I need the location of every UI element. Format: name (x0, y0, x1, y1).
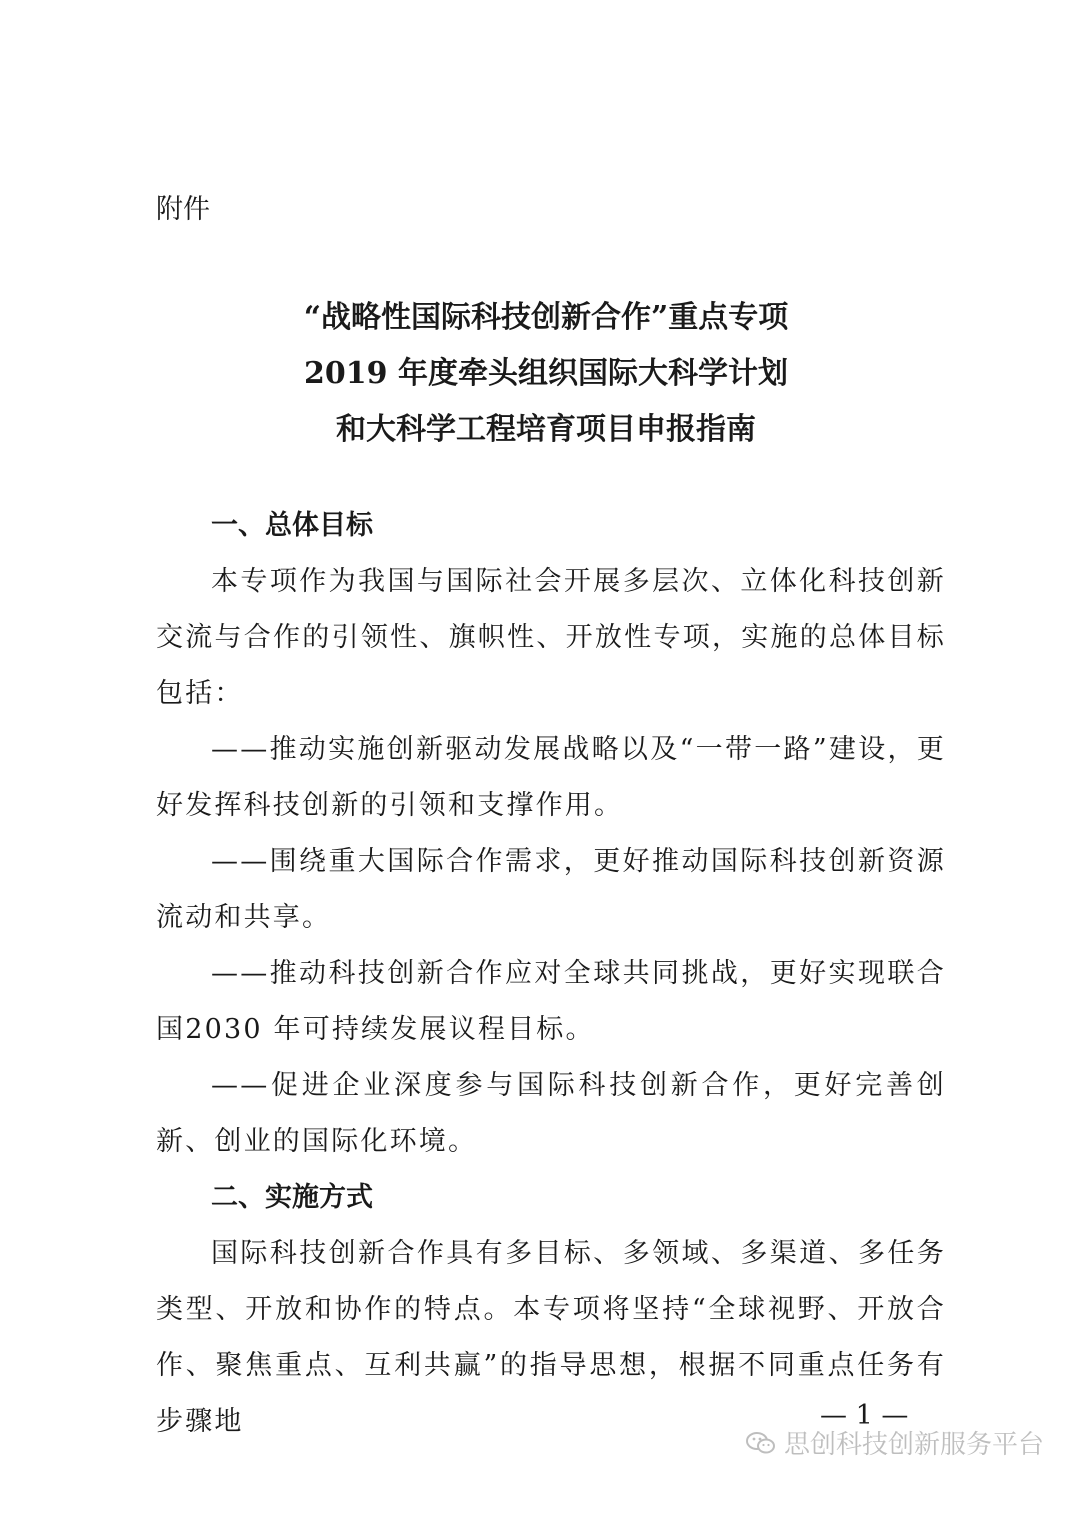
title-line: “战略性国际科技创新合作”重点专项 (303, 300, 789, 335)
paragraph: 国际科技创新合作具有多目标、多领域、多渠道、多任务类型、开放和协作的特点。本专项将坚持“全球视野、开放合作、聚焦重点、互利共赢”的指导思想，根据不同重点任务有步骤地 (156, 1238, 946, 1437)
section-heading: 二、实施方式 (211, 1182, 373, 1213)
paragraph: ——推动科技创新合作应对全球共同挑战，更好实现联合国2030 年可持续发展议程目标。 (156, 958, 946, 1045)
wechat-icon (746, 1431, 776, 1455)
paragraph: ——促进企业深度参与国际科技创新合作，更好完善创新、创业的国际化环境。 (156, 1070, 946, 1157)
page-number: — 1 — (820, 1400, 909, 1431)
document-title (156, 290, 936, 458)
title-line: 和大科学工程培育项目申报指南 (336, 412, 756, 447)
section-heading: 一、总体目标 (211, 510, 373, 541)
attachment-label: 附件 (156, 194, 210, 225)
paragraph: ——推动实施创新驱动发展战略以及“一带一路”建设，更好发挥科技创新的引领和支撑作用。 (156, 734, 946, 821)
watermark-text: 思创科技创新服务平台 (783, 1430, 1044, 1460)
paragraph: 本专项作为我国与国际社会开展多层次、立体化科技创新交流与合作的引领性、旗帜性、开放性专项，实施的总体目标包括： (156, 566, 946, 709)
title-line: 2019 年度牵头组织国际大科学计划 (304, 356, 788, 391)
paragraph: ——围绕重大国际合作需求，更好推动国际科技创新资源流动和共享。 (156, 846, 946, 933)
watermark (746, 1424, 1044, 1461)
document-body (156, 498, 946, 1450)
